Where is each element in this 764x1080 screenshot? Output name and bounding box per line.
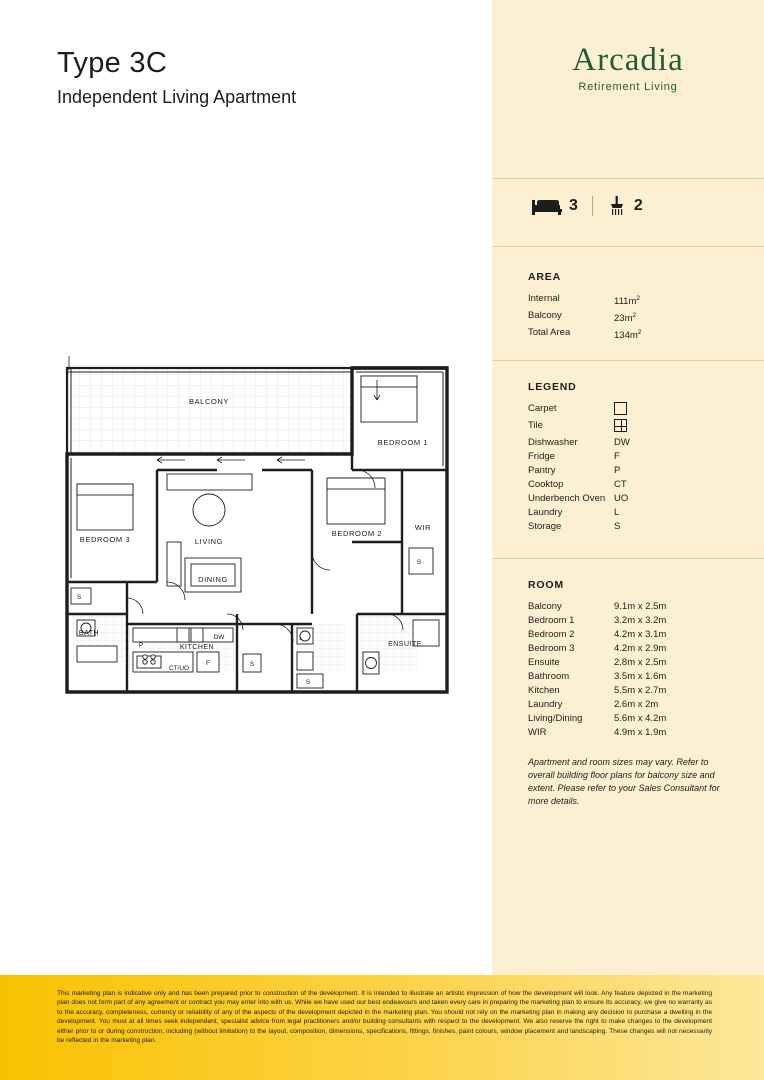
svg-text:DW: DW <box>213 634 225 641</box>
legend-value <box>614 419 728 436</box>
room-value: 4.2m x 2.9m <box>614 643 667 654</box>
legend-label: Carpet <box>528 403 557 414</box>
room-value: 2.8m x 2.5m <box>614 657 667 668</box>
room-value: 9.1m x 2.5m <box>614 601 667 612</box>
room-label: Bedroom 3 <box>528 643 575 654</box>
svg-text:DINING: DINING <box>198 575 228 584</box>
divider-4 <box>492 558 764 559</box>
room-value: 2.6m x 2m <box>614 699 659 710</box>
svg-text:LIVING: LIVING <box>194 537 224 546</box>
legend-label: Laundry <box>528 507 563 518</box>
bathrooms-summary <box>607 196 643 216</box>
legend-label: Tile <box>528 420 543 431</box>
legend-value: DW <box>614 437 630 448</box>
area-value: $111m^2$ <box>614 295 640 308</box>
area-heading: AREA <box>528 271 561 283</box>
area-row <box>528 309 728 326</box>
legend-value: S <box>614 521 621 532</box>
room-label: WIR <box>528 727 547 738</box>
svg-text:WIR: WIR <box>414 523 432 532</box>
icon-divider <box>592 196 593 216</box>
room-row <box>528 726 728 740</box>
brand-logo <box>492 44 764 93</box>
legend-value: UO <box>614 493 629 504</box>
svg-text:P: P <box>138 642 144 649</box>
legend-row <box>528 402 728 419</box>
shower-icon <box>607 196 627 216</box>
legend-label: Fridge <box>528 451 555 462</box>
legend-section <box>492 381 764 534</box>
title-block <box>57 48 296 108</box>
room-value: 3.2m x 3.2m <box>614 615 667 626</box>
brand-name: Arcadia <box>572 42 684 78</box>
divider-1 <box>492 178 764 179</box>
room-label: Ensuite <box>528 657 560 668</box>
legend-value: F <box>614 451 620 462</box>
bedrooms-summary <box>532 197 578 215</box>
legend-label: Storage <box>528 521 562 532</box>
legend-label: Pantry <box>528 465 556 476</box>
svg-text:S: S <box>249 661 255 668</box>
room-label: Laundry <box>528 699 563 710</box>
area-label: Internal <box>528 293 560 304</box>
area-value: $23m^2$ <box>614 312 637 325</box>
room-label: Bathroom <box>528 671 570 682</box>
svg-text:BATH: BATH <box>78 630 100 637</box>
svg-text:BEDROOM 2: BEDROOM 2 <box>331 529 383 538</box>
room-value: 3.5m x 1.6m <box>614 671 667 682</box>
area-row <box>528 326 728 343</box>
room-heading: ROOM <box>528 579 564 591</box>
room-row <box>528 670 728 684</box>
divider-2 <box>492 246 764 247</box>
legend-value: CT <box>614 479 627 490</box>
room-note: Apartment and room sizes may vary. Refer to overall building floor plans for balcony size and extent. Please refer to your Sales Consultant for more details. <box>528 757 720 806</box>
room-value: 5.5m x 2.7m <box>614 685 667 696</box>
footer-band <box>0 975 764 1080</box>
divider-3 <box>492 360 764 361</box>
carpet-swatch-icon <box>614 402 627 415</box>
bedrooms-count: 3 <box>569 197 578 214</box>
room-value: 4.2m x 3.1m <box>614 629 667 640</box>
legend-value: P <box>614 465 621 476</box>
room-row <box>528 698 728 712</box>
room-label: Living/Dining <box>528 713 583 724</box>
svg-text:BEDROOM 1: BEDROOM 1 <box>377 438 429 447</box>
room-value: 5.6m x 4.2m <box>614 713 667 724</box>
room-row <box>528 656 728 670</box>
legend-value <box>614 402 728 419</box>
area-row <box>528 292 728 309</box>
page-title: Type 3C <box>57 47 168 79</box>
legend-row <box>528 492 728 506</box>
legend-row <box>528 506 728 520</box>
legend-row <box>528 464 728 478</box>
brand-tagline: Retirement Living <box>578 81 678 93</box>
legend-label: Underbench Oven <box>528 493 606 504</box>
legend-label: Cooktop <box>528 479 564 490</box>
room-row <box>528 642 728 656</box>
area-value: $134m^2$ <box>614 329 642 342</box>
area-label: Balcony <box>528 310 562 322</box>
room-row <box>528 628 728 642</box>
legend-label: Dishwasher <box>528 437 578 448</box>
legend-row <box>528 520 728 534</box>
bed-icon <box>532 197 562 215</box>
legend-row <box>528 478 728 492</box>
svg-text:S: S <box>76 594 82 601</box>
svg-text:CT/UO: CT/UO <box>168 665 190 672</box>
bathrooms-count: 2 <box>633 197 643 214</box>
area-label: Total Area <box>528 327 571 339</box>
tile-swatch-icon <box>614 419 627 432</box>
svg-text:S: S <box>416 559 422 566</box>
room-section <box>492 579 764 808</box>
legend-value: L <box>614 507 620 518</box>
room-row <box>528 600 728 614</box>
room-label: Bedroom 1 <box>528 615 575 626</box>
svg-text:BEDROOM 3: BEDROOM 3 <box>79 535 131 544</box>
legend-row <box>528 436 728 450</box>
room-row <box>528 684 728 698</box>
svg-text:L: L <box>299 635 303 642</box>
svg-text:ENSUITE: ENSUITE <box>388 641 422 648</box>
svg-text:BALCONY: BALCONY <box>188 397 230 406</box>
legend-row <box>528 450 728 464</box>
room-label: Kitchen <box>528 685 560 696</box>
room-row <box>528 712 728 726</box>
room-label: Balcony <box>528 601 562 612</box>
room-row <box>528 614 728 628</box>
page-subtitle: Independent Living Apartment <box>57 86 297 107</box>
room-label: Bedroom 2 <box>528 629 575 640</box>
disclaimer-text: This marketing plan is indicative only and has been prepared prior to construction of the development. It is intended to illustrate an artistic impression of how the development will look. Any feature depicted in the marketing plan does not form part of any agreement or contract you may enter into with us. While we have used our best endeavours and taken every care in preparing the marketing plan to ensure its accuracy, we give no warranty as to the accuracy, completeness, currency or reliability of any of the aspects of the development depicted in the marketing plan. You should not rely on the marketing plan in making any decision to purchase a dwelling in the development. You must at all times seek independent, specialist advice from legal practitioners and/or building consultants with respect to the development. We also reserve the right to make changes to the development either prior to or during construction, including (without limitation) to the layout, composition, dimensions, specifications, fittings, finishes, paint colours, window placement and landscaping. These changes will not necessarily be reflected in the marketing plan. <box>57 990 712 1045</box>
svg-text:F: F <box>206 660 210 667</box>
area-section <box>492 271 764 343</box>
floorplan-drawing <box>57 352 457 702</box>
svg-text:KITCHEN: KITCHEN <box>179 644 215 651</box>
svg-text:S: S <box>305 679 311 686</box>
summary-icons <box>492 196 764 216</box>
legend-row <box>528 419 728 436</box>
legend-heading: LEGEND <box>528 381 577 393</box>
room-value: 4.9m x 1.9m <box>614 727 667 738</box>
